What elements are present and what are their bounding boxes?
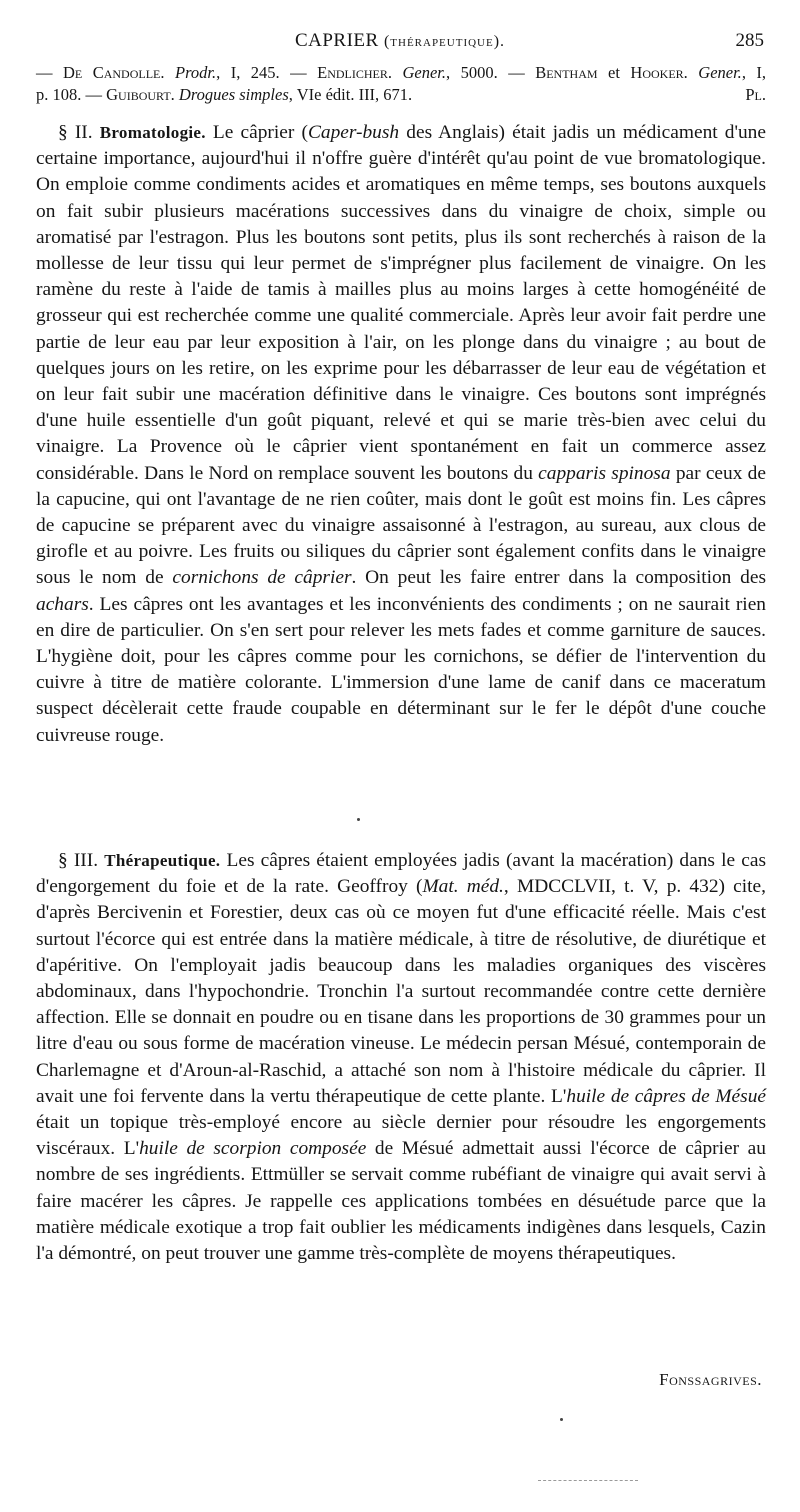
work-title: Drogues simples [178,85,289,104]
body-text: Le câprier ( [205,122,308,143]
work-title: Gener. [698,63,742,82]
section-heading: Bromatologie. [99,123,206,142]
print-speck [560,1418,563,1421]
author-bentham: Bentham [535,63,598,82]
bibliographic-references [36,62,766,106]
body-text: était un topique très-employé encore au siècle dernier pour résoudre les engorgements viscéraux. L' [36,1112,766,1160]
section-bromatologie [36,120,766,749]
body-text: , MDCCLVII, t. V, p. 432) cite, d'après Bercivenin et Forestier, deux cas où ce moyen fut d'une efficacité réelle. Mais c'est surtout l'écorce qui est entrée dans la matière médicale, à titre de résolutive, de diurétique et d'apéritive. On l'employait jadis beaucoup dans les maladies organiques des viscères abdominaux, dans l'hypochondrie. Tronchin l'a surtout recommandée contre cette dernière affection. Elle se donnait en poudre ou en tisane dans les proportions de 30 grammes pour un litre d'eau ou sous forme de macération vineuse. Le médecin persan Mésué, contemporain de Charlemagne et d'Aroun-al-Raschid, a attaché son nom à l'histoire médicale du câprier. Il avait une foi fervente dans la vertu thérapeutique de cette plante. L' [36,876,767,1107]
body-text: . Les câpres ont les avantages et les inconvénients des condiments ; on ne saurait rien en dire de particulier. On s'en sert pour relever les mets fades et comme garniture de sauces. L'hygiène doit, pour les câpres comme pour les cornichons, se défier de l'intervention du cuivre à titre de matière colorante. L'immersion d'une lame de canif dans ce maceratum suspect décèlerait cette fraude coupable en déterminant sur le fer le dépôt d'une couche cuivreuse rouge. [36,593,766,746]
author-signature: Fonssagrives. [659,1370,762,1389]
body-text: des Anglais) était jadis un médicament d'une certaine importance, aujourd'hui il n'offre guère d'intérêt qu'au point de vue bromatologique. On emploie comme condiments acides et aromatiques en même temps, ses boutons auxquels on fait subir plusieurs macérations successives dans du vinaigre de choix, simple ou aromatisé par l'estragon. Plus les boutons sont petits, plus ils sont recherchés à raison de la mollesse de leur tissu qui leur permet de s'imprégner plus facilement de vinaigre. On les ramène du reste à l'aide de tamis à mailles plus au moins larges à cette homogénéité de grosseur qui est recherchée comme une qualité commerciale. Après leur avoir fait perdre une partie de leur eau par leur exposition à l'air, on les plonge dans du vinaigre ; au bout de quelques jours on les retire, on les exprime pour les débarrasser de leur eau de végétation et on leur fait subir une macération définitive dans le vinaigre. Ces boutons sont imprégnés d'une huile essentielle d'un goût piquant, relevé et qui se marie très-bien avec celui du vinaigre. La Provence où le câprier vient spontanément en fait un commerce assez considérable. Dans le Nord on remplace souvent les boutons du [36,122,766,484]
author-endlicher: Endlicher [317,63,388,82]
running-title-main: CAPRIER [294,30,379,51]
section-therapeutique [36,848,766,1267]
section-heading: Thérapeutique. [104,851,221,870]
running-title [0,30,800,52]
italic-term: huile de câpres de Mésué [566,1085,766,1107]
italic-term: capparis spinosa [538,462,671,484]
section-mark: § III. [58,850,99,871]
author-guibourt: Guibourt [106,85,171,104]
body-text: par ceux de la capucine, qui ont l'avantage de ne rien coûter, mais dont le goût est moins fin. Les câpres de capucine se préparent avec du vinaigre assaisonné à l'estragon, au sureau, aux clous de girofle et au poivre. Les fruits ou siliques du câprier sont également confits dans le vinaigre sous le nom de [36,462,766,589]
italic-term: huile de scorpion composée [139,1138,367,1160]
section-author-abbrev: Pl. [745,85,766,104]
page-number: 285 [735,30,764,51]
italic-term: Caper-bush [307,122,400,143]
work-title: Prodr. [174,63,217,82]
body-text: Les câpres étaient employées jadis (avant la macération) dans le cas d'engorgement du foie et de la rate. Geoffroy ( [36,850,766,898]
print-speck [357,818,360,821]
running-title-subtitle: (thérapeutique). [383,33,506,50]
italic-term: cornichons de câprier [172,567,352,589]
reference-line-1: — De Candolle. Prodr., I, 245. — Endlicher. Gener., 5000. — Bentham et Hooker. Gener., I, [36,63,767,82]
body-text: . On peut les faire entrer dans la composition des [351,567,766,589]
author-de-candolle: De Candolle [62,63,161,82]
bottom-rule [538,1480,638,1481]
body-text: de Mésué admettait aussi l'écorce de câprier au nombre de ses ingrédients. Ettmüller se servait comme rubéfiant de vinaigre qui avait servi à faire macérer les câpres. Je rappelle ces applications tombées en désuétude parce que la matière médicale exotique a trop fait oublier les médicaments indigènes dans lesquels, Cazin l'a démontré, on peut trouver une gamme très-complète de moyens thérapeutiques. [36,1138,766,1265]
author-hooker: Hooker [630,63,684,82]
italic-term: Mat. méd. [422,876,504,898]
work-title: Gener. [402,63,447,82]
running-head [0,30,800,56]
section-mark: § II. [58,122,93,143]
reference-line-2: p. 108. — Guibourt. Drogues simples, VIe édit. III, 671. Pl. [36,85,766,104]
italic-term: achars [36,593,89,615]
